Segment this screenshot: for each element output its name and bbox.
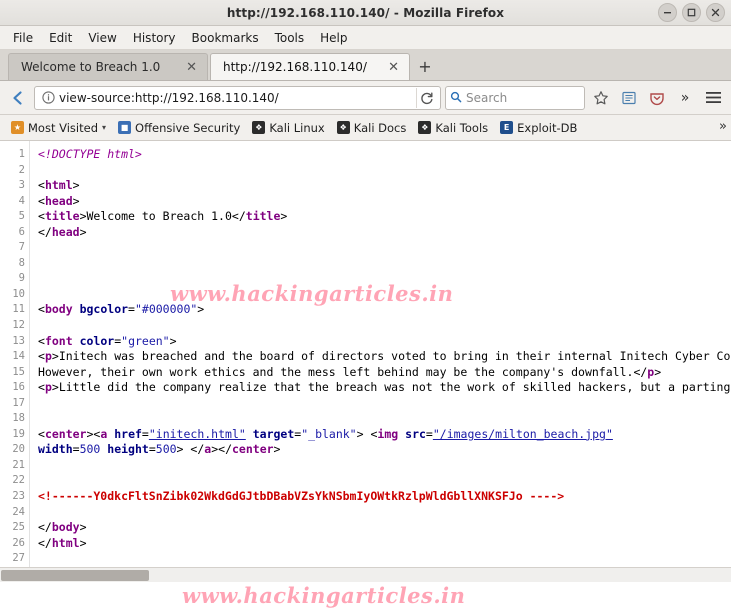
line-number: 12 [12,319,25,332]
bookmark-kali-docs[interactable] [332,119,412,137]
source-line: <body bgcolor="#000000"> [38,302,205,317]
close-icon[interactable] [706,3,725,22]
source-line [38,287,731,303]
source-line [38,411,731,427]
tab-label: http://192.168.110.140/ [223,60,367,74]
window-title: http://192.168.110.140/ - Mozilla Firefox [226,5,505,20]
star-icon: ★ [11,121,24,134]
view-source-pane[interactable] [0,141,731,608]
line-number: 1 [18,148,25,160]
source-line [38,505,731,521]
back-icon[interactable] [6,86,30,110]
line-number: 8 [18,256,25,269]
source-line: However, their own work ethics and the mess left behind may be the company's downfall.</p> [38,364,662,379]
bookmark-offensive-security[interactable] [113,119,245,137]
line-number: 17 [12,396,25,409]
pocket-icon[interactable] [645,86,669,110]
source-line: <!------Y0dkcFltSnZibk02WkdGdGJtbDBabVZsYkNSbmIyOWtkRzlpWldGbllXNKSFJo ----> [38,489,565,504]
menu-item-help[interactable]: Help [320,30,348,45]
source-line: <p>Initech was breached and the board of directors voted to bring in their internal Initech Cyber Co [38,349,731,364]
menu-item-history[interactable]: History [132,30,176,45]
line-number: 26 [12,536,25,549]
source-line: </html> [38,535,87,550]
bookmarks-overflow-icon[interactable]: » [719,119,727,134]
scrollbar-thumb[interactable] [1,570,149,581]
line-number: 6 [18,225,25,238]
url-text: view-source:http://192.168.110.140/ [59,90,279,105]
bookmark-label: Kali Tools [435,120,489,135]
line-number: 23 [12,490,25,503]
source-line: <title>Welcome to Breach 1.0</title> [38,209,288,224]
menu-item-file[interactable]: File [13,30,34,45]
identity-icon[interactable] [39,89,57,107]
source-line [38,551,731,567]
source-line: <font color="green"> [38,333,177,348]
reload-icon[interactable] [416,88,436,108]
search-bar[interactable] [445,86,585,110]
site-icon: ■ [118,121,131,134]
source-line [38,473,731,489]
maximize-icon[interactable] [682,3,701,22]
source-line: <p>Little did the company realize that the breach was not the work of skilled hackers, but a parting [38,380,731,395]
line-number: 13 [12,334,25,347]
source-code-content[interactable] [30,141,731,567]
source-line [38,458,731,474]
source-line: width=500 height=500> </a></center> [38,442,281,457]
source-line: <center><a href="initech.html" target="_blank"> <img src="/images/milton_beach.jpg" [38,426,613,441]
line-number: 21 [12,458,25,471]
source-line [38,271,731,287]
bookmark-label: Kali Linux [269,120,325,135]
kali-dragon-icon: ❖ [337,121,350,134]
line-number: 16 [12,381,25,394]
bookmark-label: Offensive Security [135,120,241,135]
bookmark-most-visited[interactable] [6,119,111,137]
source-line: </head> [38,224,87,239]
bookmark-label: Most Visited [28,120,98,135]
line-number-gutter [0,141,30,567]
tab-view-source[interactable] [210,53,410,80]
line-number: 15 [12,365,25,378]
hamburger-menu-icon[interactable] [701,86,725,110]
tab-close-icon[interactable]: ✕ [388,59,399,75]
search-icon [450,88,462,107]
tab-strip [0,50,731,81]
kali-dragon-icon: ❖ [418,121,431,134]
watermark-top: www.hackingarticles.in [170,281,454,306]
reader-view-icon[interactable] [617,86,641,110]
bookmark-exploit-db[interactable] [495,119,582,137]
line-number: 5 [18,210,25,223]
bookmark-label: Exploit-DB [517,120,578,135]
line-number: 3 [18,179,25,192]
line-number: 4 [18,194,25,207]
title-bar [0,0,731,26]
tab-label: Welcome to Breach 1.0 [21,60,161,74]
menu-item-edit[interactable]: Edit [49,30,73,45]
new-tab-button[interactable]: + [418,57,432,76]
line-number: 19 [12,427,25,440]
tab-breach-welcome[interactable] [8,53,208,80]
line-number: 18 [12,412,25,425]
menu-bar [0,26,731,50]
kali-dragon-icon: ❖ [252,121,265,134]
source-line: <head> [38,193,80,208]
line-number: 22 [12,474,25,487]
bookmarks-toolbar [0,115,731,141]
bookmark-kali-linux[interactable] [247,119,329,137]
toolbar-overflow-icon[interactable]: » [680,89,690,106]
line-number: 7 [18,241,25,254]
menu-item-tools[interactable]: Tools [274,30,305,45]
line-number: 24 [12,505,25,518]
source-line [38,318,731,334]
exploit-db-icon: E [500,121,513,134]
line-number: 9 [18,272,25,285]
menu-item-bookmarks[interactable]: Bookmarks [191,30,259,45]
line-number: 11 [12,303,25,316]
watermark-bottom: www.hackingarticles.in [182,583,466,608]
chevron-down-icon: ▾ [102,123,107,132]
source-line: <!DOCTYPE html> [38,147,142,161]
bookmark-star-icon[interactable] [589,86,613,110]
line-number: 2 [18,163,25,176]
source-line: <html> [38,178,80,193]
url-bar[interactable] [34,86,441,110]
navigation-toolbar [0,81,731,115]
line-number: 10 [12,287,25,300]
bookmark-kali-tools[interactable] [413,119,493,137]
line-number: 20 [12,443,25,456]
tab-close-icon[interactable]: ✕ [186,59,197,75]
line-number: 14 [12,350,25,363]
source-line [38,396,731,412]
line-number: 27 [12,552,25,565]
bookmark-label: Kali Docs [353,120,407,135]
search-input[interactable]: Search [466,90,508,105]
window-controls [658,3,725,22]
horizontal-scrollbar[interactable] [0,567,731,582]
line-number: 25 [12,521,25,534]
minimize-icon[interactable] [658,3,677,22]
source-line [38,256,731,272]
source-line [38,240,731,256]
source-line: </body> [38,520,87,535]
menu-item-view[interactable]: View [88,30,117,45]
source-line [38,163,731,179]
